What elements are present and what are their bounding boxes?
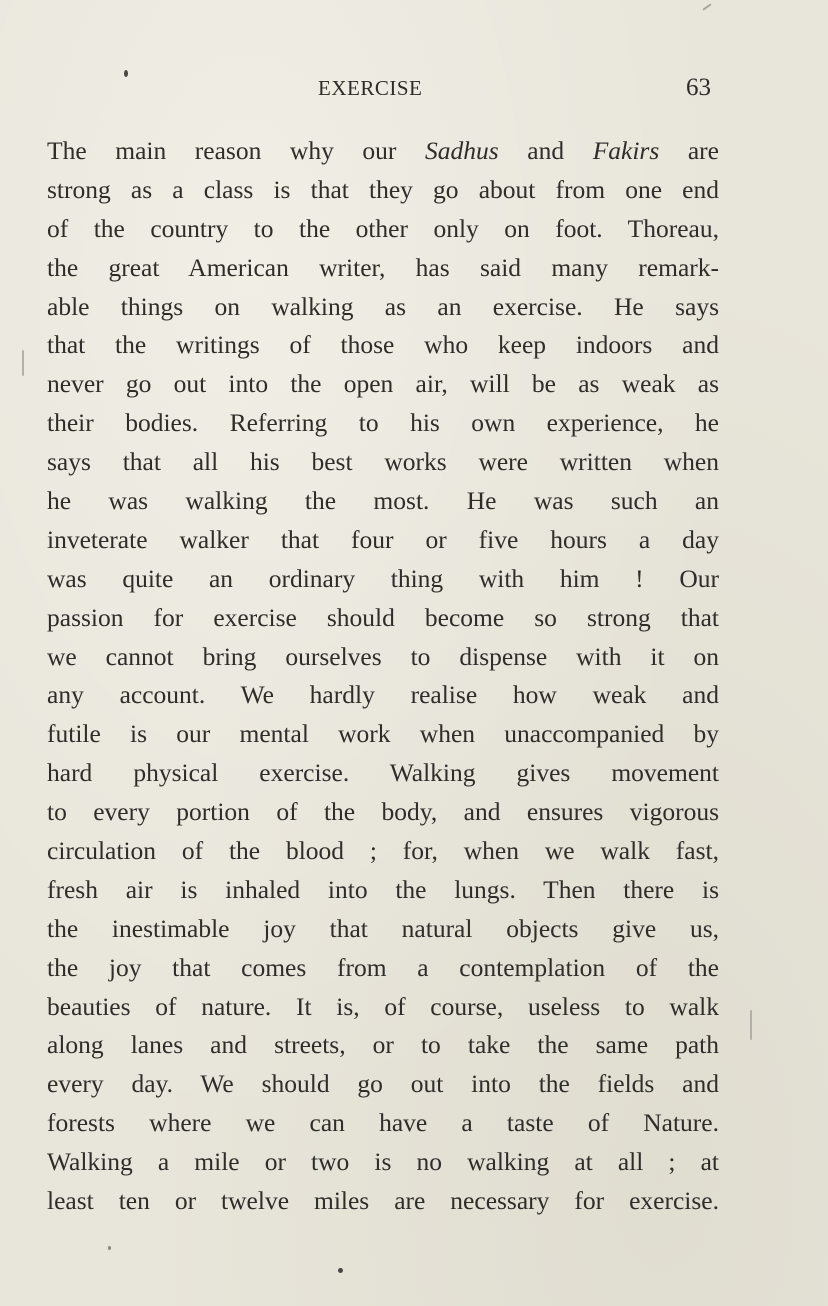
ink-speck: [702, 3, 711, 10]
text-line: hard physical exercise. Walking gives movement: [47, 758, 719, 788]
text-line: of the country to the other only on foot. Thoreau,: [47, 213, 719, 243]
text-line: to every portion of the body, and ensures vigorous: [47, 797, 719, 827]
chapter-title: EXERCISE: [318, 76, 423, 100]
text-line: fresh air is inhaled into the lungs. Then there is: [47, 874, 719, 904]
text-line: Walking a mile or two is no walking at all ; at: [47, 1147, 719, 1177]
text-line: every day. We should go out into the fields and: [47, 1069, 719, 1099]
text-line: that the writings of those who keep indoors and: [47, 330, 719, 360]
italic-term: Fakirs: [592, 136, 660, 165]
text-line: The main reason why our Sadhus and Fakirs are: [47, 136, 719, 165]
text-line: never go out into the open air, will be as weak as: [47, 369, 719, 399]
ink-speck: [124, 70, 128, 77]
text-line: futile is our mental work when unaccompanied by: [47, 719, 719, 749]
text-line: beauties of nature. It is, of course, useless to walk: [47, 991, 719, 1021]
italic-term: Sadhus: [425, 136, 499, 165]
text-line: forests where we can have a taste of Nature.: [47, 1108, 719, 1138]
text-line: we cannot bring ourselves to dispense with it on: [47, 641, 719, 671]
text-line: along lanes and streets, or to take the same path: [47, 1030, 719, 1060]
text-line: passion for exercise should become so strong that: [47, 602, 719, 632]
running-head: [0, 76, 828, 110]
ink-speck: [338, 1268, 343, 1273]
text-line: was quite an ordinary thing with him ! Our: [47, 563, 719, 593]
ink-speck: [22, 350, 24, 376]
text-line: their bodies. Referring to his own experience, he: [47, 408, 719, 438]
text-line: able things on walking as an exercise. He says: [47, 291, 719, 321]
page-number: 63: [686, 74, 711, 101]
text-line: least ten or twelve miles are necessary for exercise.: [47, 1186, 719, 1216]
ink-speck: [750, 1010, 752, 1040]
text-line: the great American writer, has said many remark-: [47, 252, 719, 282]
text-line: strong as a class is that they go about from one end: [47, 174, 719, 204]
text-line: the joy that comes from a contemplation of the: [47, 952, 719, 982]
ink-speck: [108, 1246, 111, 1250]
body-paragraph: [47, 132, 719, 1221]
text-line: any account. We hardly realise how weak and: [47, 680, 719, 710]
text-line: inveterate walker that four or five hours a day: [47, 524, 719, 554]
text-line: says that all his best works were written when: [47, 447, 719, 477]
text-line: he was walking the most. He was such an: [47, 486, 719, 516]
text-line: the inestimable joy that natural objects give us,: [47, 913, 719, 943]
text-line: circulation of the blood ; for, when we walk fast,: [47, 836, 719, 866]
